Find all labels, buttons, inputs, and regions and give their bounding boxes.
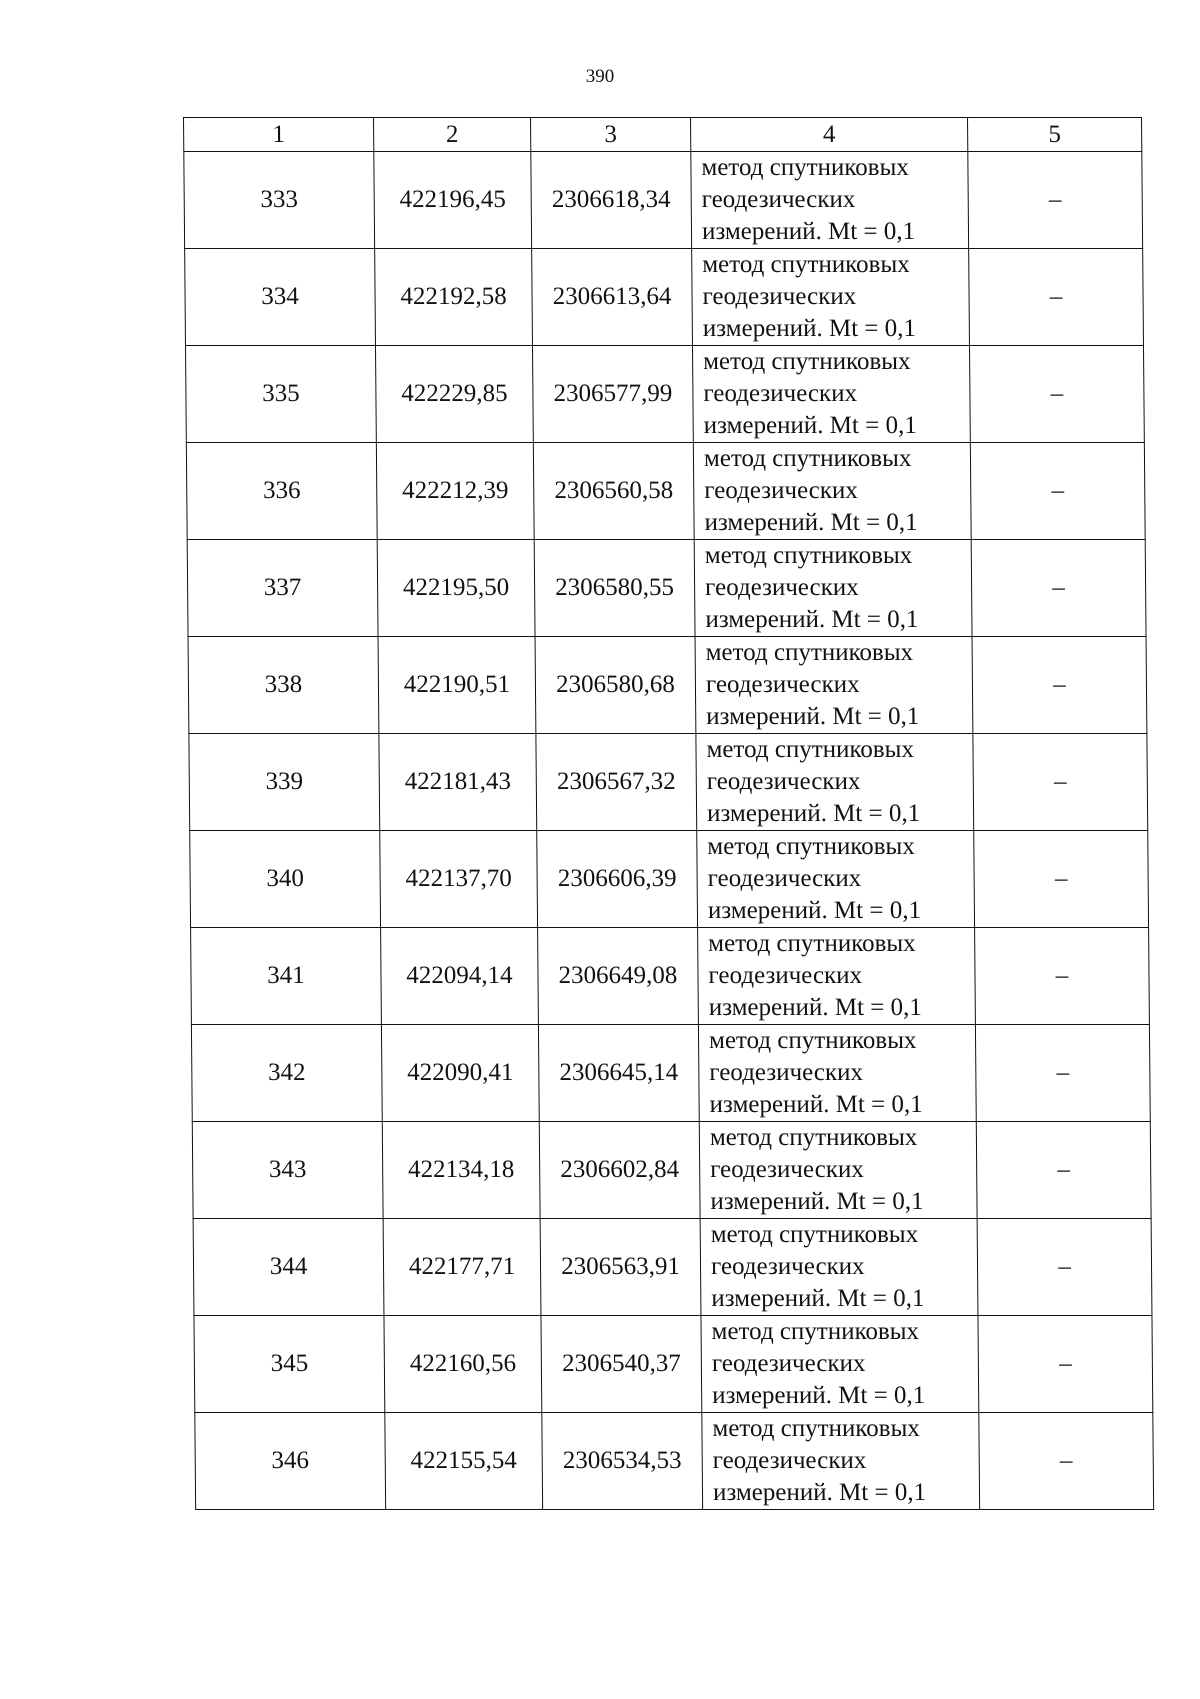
table-row [185,249,1144,346]
method-line: измерений. Mt = 0,1 [703,412,917,439]
method-cell [692,249,970,346]
note-cell: – [978,1316,1153,1413]
method-line: метод спутниковых [710,1221,919,1248]
note-cell: – [975,1025,1150,1122]
note-cell: – [969,249,1144,346]
method-cell [698,928,976,1025]
coordinate-y-cell: 2306649,08 [538,928,699,1025]
table-row [188,637,1147,734]
method-cell [692,346,970,443]
coordinate-y-cell: 2306602,84 [539,1122,700,1219]
method-line: геодезических [707,865,862,892]
coordinate-y-cell: 2306580,68 [535,637,696,734]
column-header-4: 4 [691,118,968,152]
note-cell: – [979,1413,1154,1510]
method-line: метод спутниковых [707,833,915,860]
point-number-cell: 337 [187,540,378,637]
coordinate-y-cell: 2306563,91 [540,1219,701,1316]
table-row [195,1413,1154,1510]
note-cell: – [972,637,1147,734]
point-number-cell: 342 [191,1025,382,1122]
coordinate-y-cell: 2306560,58 [533,443,694,540]
coordinate-x-cell: 422137,70 [380,831,538,928]
column-header-3: 3 [531,118,691,152]
table-header-row [184,118,1142,152]
coordinate-y-cell: 2306645,14 [538,1025,699,1122]
method-line: метод спутниковых [708,1027,917,1054]
method-line: геодезических [702,283,857,310]
point-number-cell: 346 [195,1413,386,1510]
method-line: метод спутниковых [711,1318,920,1345]
method-line: измерений. Mt = 0,1 [702,315,917,342]
method-cell [693,443,971,540]
method-cell [701,1316,979,1413]
method-line: измерений. Mt = 0,1 [706,703,920,730]
method-cell [702,1413,980,1510]
method-line: измерений. Mt = 0,1 [709,1091,923,1118]
method-line: геодезических [711,1350,866,1377]
coordinate-x-cell: 422190,51 [378,637,536,734]
method-cell [700,1219,978,1316]
method-cell [697,831,975,928]
method-cell [695,637,973,734]
method-line: измерений. Mt = 0,1 [712,1479,927,1506]
method-line: измерений. Mt = 0,1 [705,606,919,633]
method-cell [698,1025,976,1122]
table-row [189,734,1148,831]
note-cell: – [969,346,1144,443]
coordinate-x-cell: 422192,58 [375,249,533,346]
method-line: геодезических [706,768,861,795]
method-line: метод спутниковых [712,1415,920,1442]
method-line: метод спутниковых [702,251,910,278]
method-line: измерений. Mt = 0,1 [710,1188,924,1215]
coordinate-x-cell: 422134,18 [382,1122,540,1219]
coordinate-y-cell: 2306618,34 [531,152,692,249]
table-row [190,831,1149,928]
point-number-cell: 333 [184,152,375,249]
column-header-2: 2 [374,118,531,152]
method-line: метод спутниковых [703,348,911,375]
method-line: измерений. Mt = 0,1 [701,218,916,245]
coordinate-x-cell: 422196,45 [374,152,532,249]
method-line: метод спутниковых [705,639,914,666]
point-number-cell: 336 [186,443,377,540]
coordinate-y-cell: 2306540,37 [541,1316,702,1413]
coordinate-y-cell: 2306580,55 [534,540,695,637]
note-cell: – [976,1122,1151,1219]
note-cell: – [970,443,1145,540]
column-header-5: 5 [968,118,1142,152]
point-number-cell: 343 [192,1122,383,1219]
point-number-cell: 334 [185,249,376,346]
point-number-cell: 338 [188,637,379,734]
method-line: измерений. Mt = 0,1 [708,994,922,1021]
method-line: измерений. Mt = 0,1 [711,1285,925,1312]
point-number-cell: 339 [189,734,380,831]
coordinates-table [183,117,1154,1510]
coordinate-x-cell: 422177,71 [383,1219,541,1316]
table-row [185,346,1144,443]
method-cell [694,540,972,637]
method-line: метод спутниковых [706,736,915,763]
method-line: геодезических [704,477,858,504]
method-line: геодезических [710,1156,864,1183]
method-line: измерений. Mt = 0,1 [712,1382,926,1409]
method-line: метод спутниковых [701,154,909,181]
point-number-cell: 344 [193,1219,384,1316]
method-line: геодезических [710,1253,865,1280]
coordinate-x-cell: 422155,54 [385,1413,543,1510]
table-row [191,1025,1150,1122]
page-number: 390 [585,66,615,87]
method-line: метод спутниковых [709,1124,918,1151]
table-body [184,152,1154,1510]
table-row [187,540,1146,637]
coordinate-y-cell: 2306534,53 [542,1413,703,1510]
table-row [191,928,1150,1025]
point-number-cell: 341 [191,928,382,1025]
table-row [194,1316,1153,1413]
method-line: измерений. Mt = 0,1 [706,800,921,827]
method-cell [699,1122,977,1219]
coordinate-x-cell: 422195,50 [377,540,535,637]
point-number-cell: 345 [194,1316,385,1413]
coordinate-x-cell: 422160,56 [384,1316,542,1413]
method-line: метод спутниковых [703,445,912,472]
method-line: измерений. Mt = 0,1 [704,509,918,536]
table-row [192,1122,1151,1219]
method-line: геодезических [709,1059,864,1086]
method-line: геодезических [708,962,863,989]
point-number-cell: 335 [185,346,376,443]
coordinate-x-cell: 422181,43 [379,734,537,831]
method-line: геодезических [703,380,858,407]
table-row [184,152,1143,249]
table-row [186,443,1145,540]
method-cell [696,734,974,831]
note-cell: – [971,540,1146,637]
coordinate-y-cell: 2306613,64 [532,249,693,346]
method-line: геодезических [701,186,856,213]
coordinate-x-cell: 422090,41 [381,1025,539,1122]
column-header-1: 1 [184,118,374,152]
note-cell: – [974,831,1149,928]
point-number-cell: 340 [190,831,381,928]
method-line: геодезических [705,671,860,698]
method-line: метод спутниковых [708,930,916,957]
coordinate-y-cell: 2306606,39 [537,831,698,928]
method-line: измерений. Mt = 0,1 [707,897,922,924]
note-cell: – [975,928,1150,1025]
coordinate-x-cell: 422094,14 [381,928,539,1025]
coordinate-x-cell: 422212,39 [376,443,534,540]
table-row [193,1219,1152,1316]
method-cell [691,152,969,249]
coordinate-y-cell: 2306577,99 [532,346,693,443]
coordinate-y-cell: 2306567,32 [536,734,697,831]
note-cell: – [973,734,1148,831]
method-line: метод спутниковых [704,542,913,569]
coordinate-x-cell: 422229,85 [375,346,533,443]
method-line: геодезических [712,1447,867,1474]
note-cell: – [968,152,1143,249]
note-cell: – [977,1219,1152,1316]
method-line: геодезических [704,574,859,601]
